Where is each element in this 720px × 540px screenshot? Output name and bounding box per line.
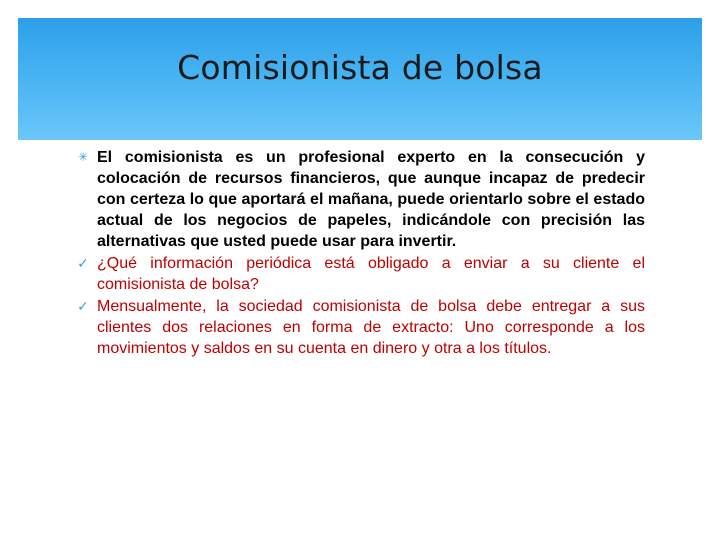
content-body xyxy=(77,147,645,359)
question-paragraph xyxy=(77,253,645,295)
definition-paragraph xyxy=(77,147,645,252)
question-text: ¿Qué información periódica está obligado a enviar a su cliente el comisionista de bolsa? xyxy=(97,255,645,293)
slide-title: Comisionista de bolsa xyxy=(177,48,543,87)
asterisk-icon: ✳ xyxy=(77,150,89,164)
answer-text: Mensualmente, la sociedad comisionista de bolsa debe entregar a sus clientes dos relaciones en forma de extracto: Uno corresponde a los movimientos y saldos en su cuenta en dinero y otra a los títulos. xyxy=(97,298,645,357)
definition-text: El comisionista es un profesional experto en la consecución y colocación de recursos financieros, que aunque incapaz de predecir con certeza lo que aportará el mañana, puede orientarlo sobre el estado actual de los negocios de papeles, indicándole con precisión las alternativas que usted puede usar para invertir. xyxy=(97,149,645,250)
answer-paragraph xyxy=(77,296,645,359)
checkmark-icon: ✓ xyxy=(77,298,89,314)
checkmark-icon: ✓ xyxy=(77,255,89,271)
